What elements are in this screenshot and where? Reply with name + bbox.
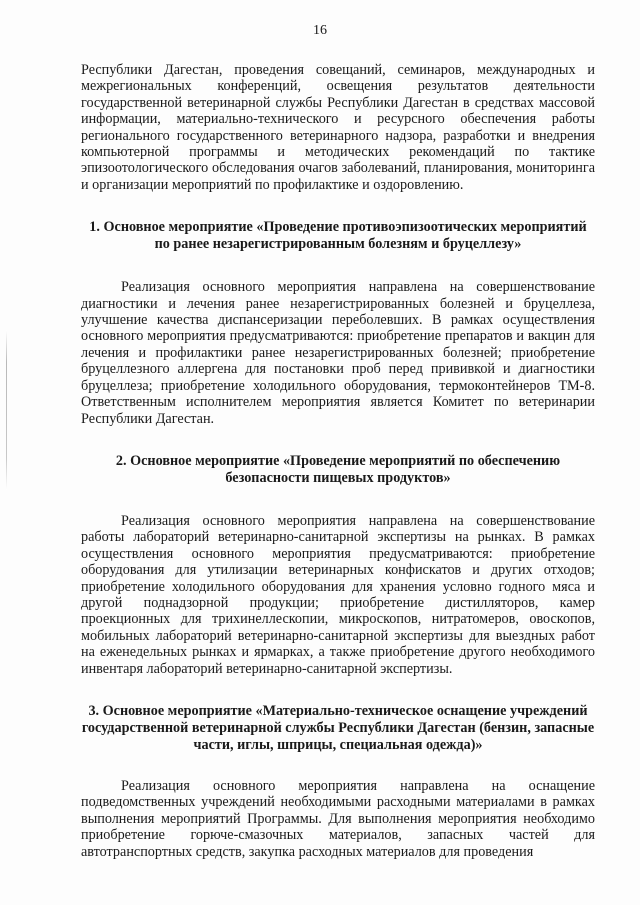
section-paragraph-3: Реализация основного мероприятия направлена на оснащение подведомственных учреждений необходимыми расходными материалами в рамках выполнения мероприятий Программы. Для выполнения мероприятия необходимо приобретение горюче-смазочных материалов, запасных частей для автотранспортных средств, закупка расходных материалов для проведения [81,777,595,860]
intro-paragraph: Республики Дагестан, проведения совещаний, семинаров, международных и межрегиональных конференций, освещения результатов деятельности государственной ветеринарной службы Республики Дагестан в средствах массовой информации, материально-технического и ресурсного обеспечения работы регионального государственного ветеринарного надзора, разработки и внедрения компьютерной программы и методических рекомендаций по тактике эпизоотологического обследования очагов заболеваний, планирования, мониторинга и организации мероприятий по профилактике и оздоровлению. [81,62,595,193]
section-paragraph-1: Реализация основного мероприятия направлена на совершенствование диагностики и лечения ранее незарегистрированных болезней и бруцеллеза, улучшение качества диспансеризации переболевших. В рамках осуществления основного мероприятия предусматриваются: приобретение препаратов и вакцин для лечения и профилактики ранее незарегистрированных болезней; приобретение бруцеллезного аллергена для постановки проб перед прививкой и диагностики бруцеллеза; приобретение холодильного оборудования, термоконтейнеров ТМ-8. Ответственным исполнителем мероприятия является Комитет по ветеринарии Республики Дагестан. [81,279,595,427]
section-heading-1: 1. Основное мероприятие «Проведение противоэпизоотических мероприятий по ранее незарегистрированным болезням и бруцеллезу» [89,219,587,253]
scan-edge-mark [6,330,7,490]
section-heading-3: 3. Основное мероприятие «Материально-техническое оснащение учреждений государственной ветеринарной службы Республики Дагестан (бензин, запасные части, иглы, шприцы, специальная одежда)» [81,702,595,753]
page-number: 16 [313,23,327,38]
document-body [81,62,595,860]
section-paragraph-2: Реализация основного мероприятия направлена на совершенствование работы лабораторий ветеринарно-санитарной экспертизы на рынках. В рамках осуществления основного мероприятия предусматриваются: приобретение оборудования для утилизации ветеринарных конфискатов и других отходов; приобретение холодильного оборудования для хранения условно годного мяса и другой поднадзорной продукции; приобретение дистилляторов, камер проекционных для трихинеллескопии, микроскопов, нитратомеров, овоскопов, мобильных лабораторий ветеринарно-санитарной экспертизы для выездных работ на еженедельных рынках и ярмарках, а также приобретение другого необходимого инвентаря лабораторий ветеринарно-санитарной экспертизы. [81,512,595,677]
section-heading-2: 2. Основное мероприятие «Проведение мероприятий по обеспечению безопасности пищевых продуктов» [115,452,561,486]
